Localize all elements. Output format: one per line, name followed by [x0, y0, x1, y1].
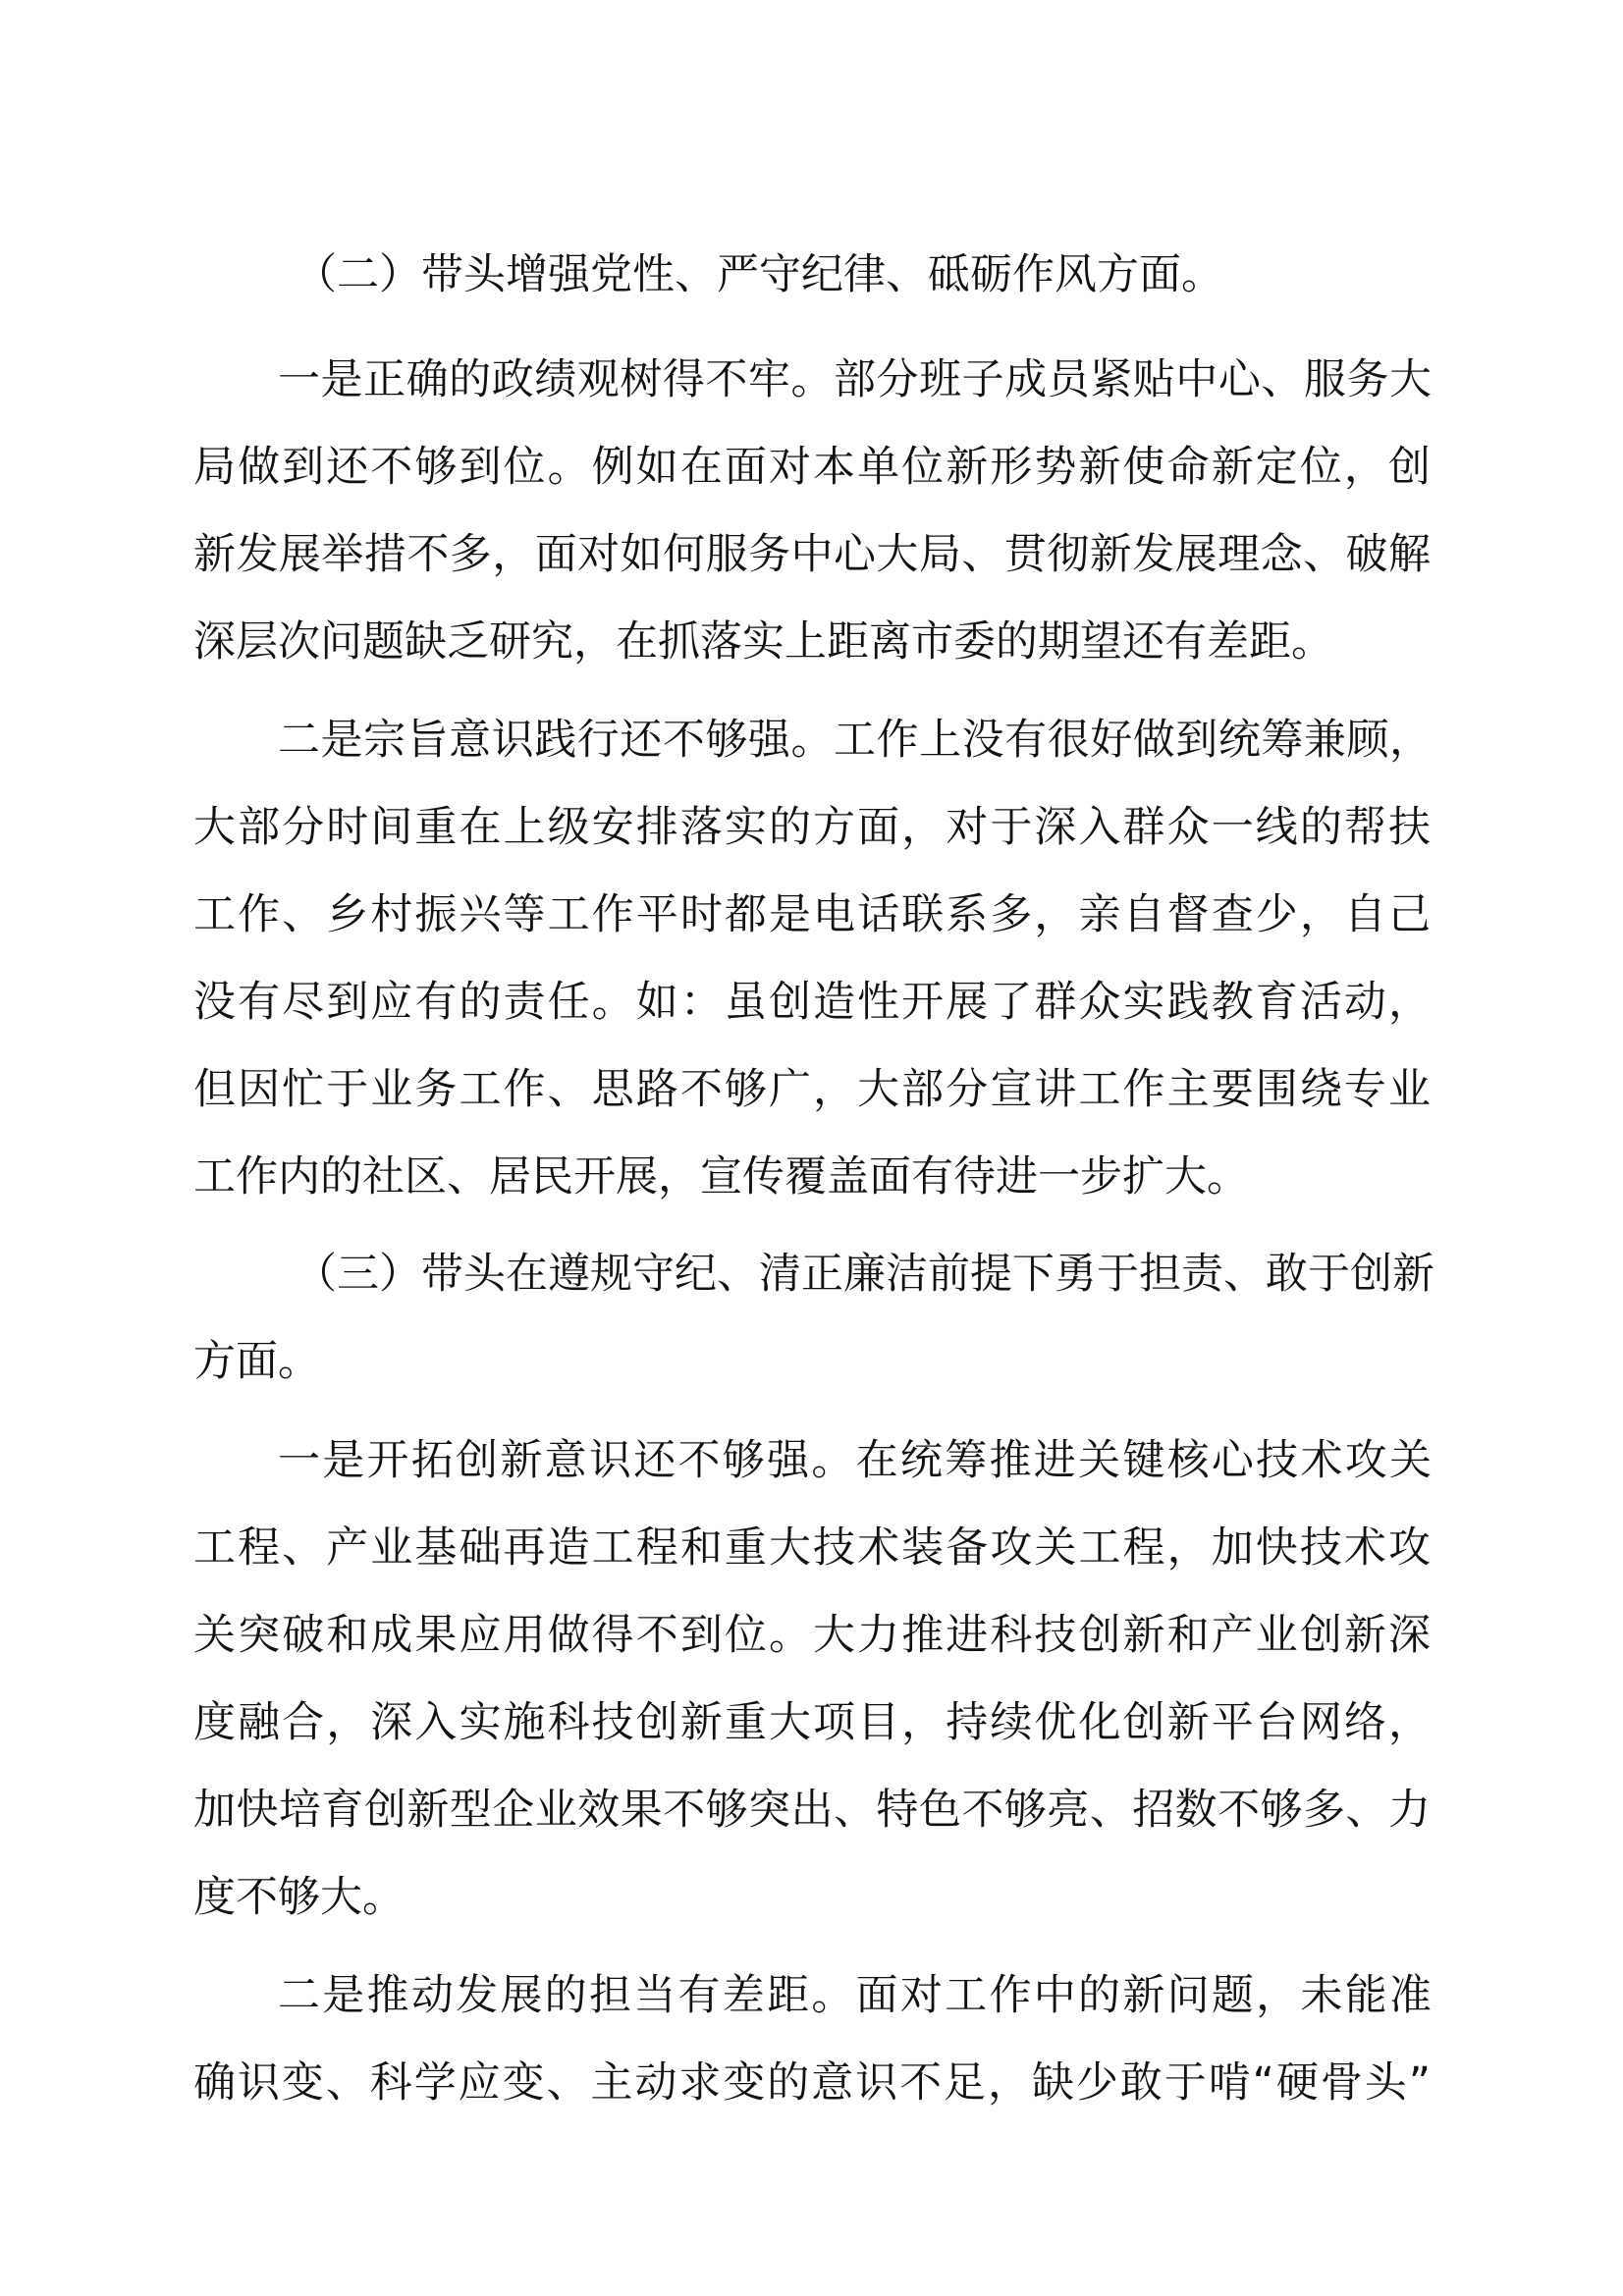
- paragraph-line: 大部分时间重在上级安排落实的方面，对于深入群众一线的帮扶: [193, 803, 1431, 852]
- paragraph-line: 没有尽到应有的责任。如：虽创造性开展了群众实践教育活动，: [193, 978, 1431, 1027]
- paragraph-line: 一是正确的政绩观树得不牢。部分班子成员紧贴中心、服务大: [278, 355, 1432, 404]
- section-heading-3: （三）带头在遵规守纪、清正廉洁前提下勇于担责、敢于创新: [295, 1250, 1434, 1299]
- paragraph-line: 关突破和成果应用做得不到位。大力推进科技创新和产业创新深: [193, 1611, 1431, 1660]
- paragraph-line: 度不够大。: [193, 1873, 405, 1922]
- paragraph-line: 工程、产业基础再造工程和重大技术装备攻关工程，加快技术攻: [193, 1523, 1431, 1573]
- paragraph-line: 深层次问题缺乏研究，在抓落实上距离市委的期望还有差距。: [193, 617, 1333, 667]
- paragraph-line: 二是宗旨意识践行还不够强。工作上没有很好做到统筹兼顾，: [278, 716, 1432, 765]
- paragraph-line: 但因忙于业务工作、思路不够广，大部分宣讲工作主要围绕专业: [193, 1065, 1431, 1114]
- paragraph-line: 工作内的社区、居民开展，宣传覆盖面有待进一步扩大。: [193, 1152, 1249, 1201]
- section-heading-3-continued: 方面。: [193, 1337, 320, 1386]
- paragraph-line: 工作、乡村振兴等工作平时都是电话联系多，亲自督查少，自己: [193, 890, 1431, 939]
- paragraph-line: 二是推动发展的担当有差距。面对工作中的新问题，未能准: [278, 1971, 1432, 2020]
- paragraph-line: 一是开拓创新意识还不够强。在统筹推进关键核心技术攻关: [278, 1436, 1432, 1485]
- paragraph-line: 新发展举措不多，面对如何服务中心大局、贯彻新发展理念、破解: [193, 530, 1431, 579]
- paragraph-line: 度融合，深入实施科技创新重大项目，持续优化创新平台网络，: [193, 1698, 1431, 1747]
- paragraph-line: 局做到还不够到位。例如在面对本单位新形势新使命新定位，创: [193, 443, 1431, 492]
- paragraph-line: 加快培育创新型企业效果不够突出、特色不够亮、招数不够多、力: [193, 1786, 1431, 1835]
- section-heading-2: （二）带头增强党性、严守纪律、砥砺作风方面。: [295, 250, 1223, 299]
- paragraph-line: 确识变、科学应变、主动求变的意识不足，缺少敢于啃“硬骨头”: [193, 2058, 1431, 2108]
